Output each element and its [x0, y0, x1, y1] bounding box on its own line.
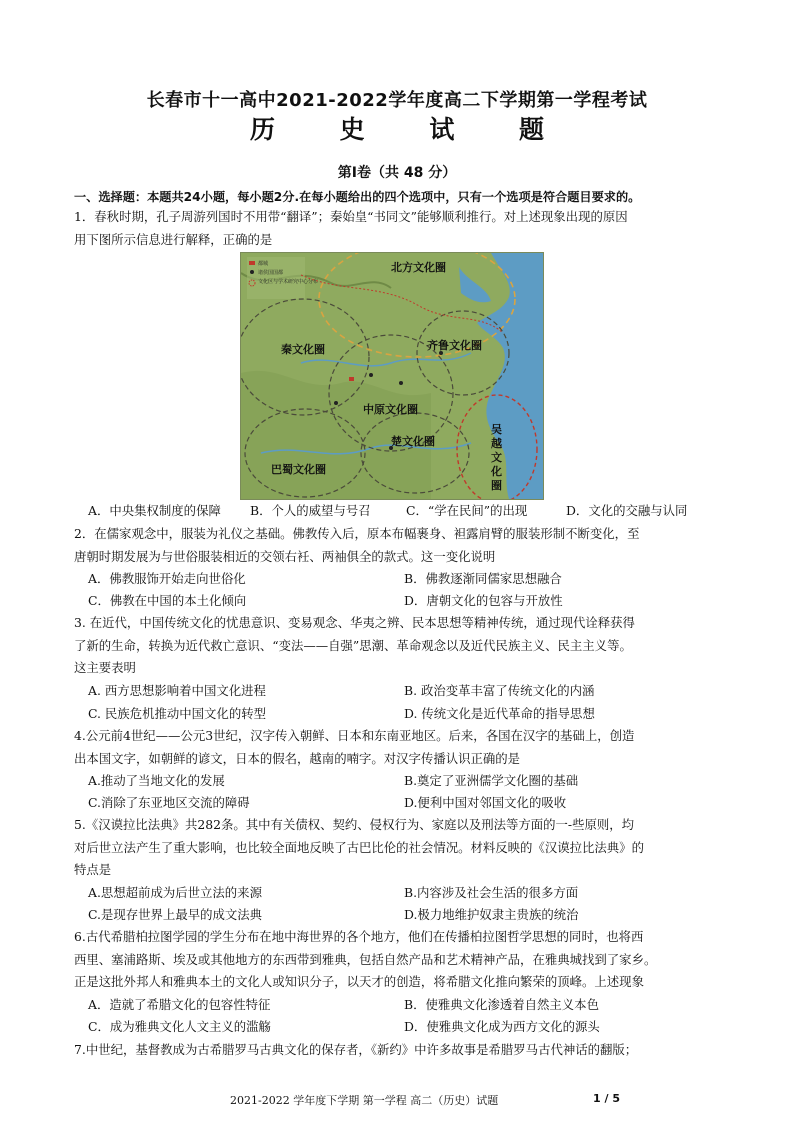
- q1-option-a[interactable]: A．中央集权制度的保障: [88, 503, 221, 518]
- label-qilu: 齐鲁文化圈: [427, 339, 482, 352]
- q3-option-c[interactable]: C. 民族危机推动中国文化的转型: [88, 706, 266, 721]
- stem-line: 西里、塞浦路斯、埃及或其他地方的东西带到雅典，包括自然产品和艺术精神产品，在雅典城找到了家乡。: [74, 951, 657, 967]
- page-number: 1 / 5: [593, 1092, 620, 1105]
- question-5-stem: [74, 814, 724, 882]
- label-wuyue: 吴 越 文 化 圈: [491, 423, 502, 492]
- q5-option-b[interactable]: B.内容涉及社会生活的很多方面: [404, 885, 579, 900]
- q4-option-c[interactable]: C.消除了东亚地区交流的障碍: [88, 795, 250, 810]
- question-4-stem: [74, 725, 724, 770]
- section-instructions: 一、选择题：本题共24小题，每小题2分.在每小题给出的四个选项中，只有一个选项是符合题目要求的。: [74, 190, 641, 204]
- label-zhongyuan: 中原文化圈: [363, 403, 418, 416]
- q6-option-b[interactable]: B．使雅典文化渗透着自然主义本色: [404, 997, 599, 1012]
- q2-option-c[interactable]: C．佛教在中国的本土化倾向: [88, 593, 247, 608]
- question-7-stem: [74, 1039, 724, 1062]
- stem-line: 4.公元前4世纪——公元3世纪，汉字传入朝鲜、日本和东南亚地区。后来，各国在汉字的基础上，创造: [74, 728, 635, 743]
- q5-option-a[interactable]: A.思想超前成为后世立法的来源: [88, 885, 262, 900]
- question-6-stem: [74, 926, 724, 994]
- legend-state: 诸侯国国都: [258, 270, 284, 276]
- question-3-stem: [74, 612, 724, 680]
- q6-option-a[interactable]: A．造就了希腊文化的包容性特征: [88, 997, 271, 1012]
- stem-line: 用下图所示信息进行解释，正确的是: [74, 231, 273, 247]
- page-footer: 2021-2022 学年度下学期 第一学程 高二（历史）试题: [230, 1094, 499, 1107]
- stem-line: 2．在儒家观念中，服装为礼仪之基础。佛教传入后，原本布幅裹身、袒露肩臂的服装形制不断变化，至: [74, 526, 640, 541]
- q3-option-d[interactable]: D. 传统文化是近代革命的指导思想: [404, 706, 595, 721]
- volume-heading: 第Ⅰ卷（共 48 分）: [337, 165, 457, 181]
- q4-option-b[interactable]: B.奠定了亚洲儒学文化圈的基础: [404, 773, 579, 788]
- stem-line: 出本国文字，如朝鲜的谚文，日本的假名，越南的喃字。对汉字传播认识正确的是: [74, 750, 521, 766]
- exam-title: 长春市十一高中2021-2022学年度高二下学期第一学程考试: [146, 90, 648, 111]
- stem-line: 了新的生命，转换为近代救亡意识、“变法——自强”思潮、革命观念以及近代民族主义、民主主义等。: [74, 637, 632, 653]
- q3-option-b[interactable]: B. 政治变革丰富了传统文化的内涵: [404, 683, 595, 698]
- q6-option-c[interactable]: C．成为雅典文化人文主义的滥觞: [88, 1019, 271, 1034]
- label-chu: 楚文化圈: [391, 435, 435, 448]
- q2-option-d[interactable]: D．唐朝文化的包容与开放性: [404, 593, 563, 608]
- stem-line: 5.《汉谟拉比法典》共282条。其中有关债权、契约、侵权行为、家庭以及刑法等方面的一-些原则，均: [74, 817, 635, 832]
- stem-line: 对后世立法产生了重大影响，也比较全面地反映了古巴比伦的社会情况。材料反映的《汉谟拉比法典》的: [74, 839, 644, 855]
- question-2-stem: [74, 523, 724, 568]
- city-marker: [369, 373, 373, 377]
- q2-option-a[interactable]: A．佛教服饰开始走向世俗化: [88, 571, 246, 586]
- stem-line: 6.古代希腊柏拉图学园的学生分布在地中海世界的各个地方，他们在传播柏拉图哲学思想的同时，也将西: [74, 929, 644, 944]
- q2-option-b[interactable]: B．佛教逐渐同儒家思想融合: [404, 571, 562, 586]
- legend-box: [247, 257, 305, 299]
- q3-option-a[interactable]: A. 西方思想影响着中国文化进程: [88, 683, 266, 698]
- culture-map-figure: [240, 252, 544, 500]
- stem-line: 正是这批外邦人和雅典本土的文化人或知识分子，以天才的创造，将希腊文化推向繁荣的顶峰。上述现象: [74, 974, 644, 989]
- q5-option-c[interactable]: C.是现存世界上最早的成文法典: [88, 907, 263, 922]
- label-bashu: 巴蜀文化圈: [271, 463, 326, 476]
- stem-line: 1．春秋时期，孔子周游列国时不用带“翻译”；秦始皇“书同文”能够顺利推行。对上述现象出现的原因: [74, 209, 628, 224]
- subject-title: 历 史 试 题: [249, 115, 573, 144]
- stem-line: 3. 在近代，中国传统文化的忧患意识、变易观念、华夷之辨、民本思想等精神传统，通过现代诠释获得: [74, 615, 635, 630]
- legend-culture: 文化区与学术研究中心分布: [258, 279, 319, 285]
- question-1-stem: [74, 206, 724, 251]
- legend-capital-icon: [249, 261, 255, 265]
- q1-option-b[interactable]: B．个人的威望与号召: [250, 503, 371, 518]
- q4-option-d[interactable]: D.便利中国对邻国文化的吸收: [404, 795, 567, 810]
- label-north: 北方文化圈: [391, 261, 446, 274]
- legend-capital: 都城: [258, 261, 269, 267]
- stem-line: 这主要表明: [74, 660, 136, 675]
- legend-state-icon: [250, 270, 254, 274]
- q5-option-d[interactable]: D.极力地维护奴隶主贵族的统治: [404, 907, 579, 922]
- q1-option-d[interactable]: D．文化的交融与认同: [566, 503, 688, 518]
- culture-map-svg: [241, 253, 543, 499]
- city-marker: [334, 401, 338, 405]
- stem-line: 7.中世纪，基督教成为古希腊罗马古典文化的保存者，《新约》中许多故事是希腊罗马古代神话的翻版；: [74, 1042, 638, 1057]
- label-qin: 秦文化圈: [281, 343, 325, 356]
- q6-option-d[interactable]: D．使雅典文化成为西方文化的源头: [404, 1019, 600, 1034]
- stem-line: 唐朝时期发展为与世俗服装相近的交领右衽、两袖俱全的款式。这一变化说明: [74, 548, 496, 564]
- city-marker: [399, 381, 403, 385]
- stem-line: 特点是: [74, 862, 112, 877]
- q1-option-c[interactable]: C．“学在民间”的出现: [406, 503, 528, 518]
- capital-marker: [349, 377, 354, 381]
- q4-option-a[interactable]: A.推动了当地文化的发展: [88, 773, 225, 788]
